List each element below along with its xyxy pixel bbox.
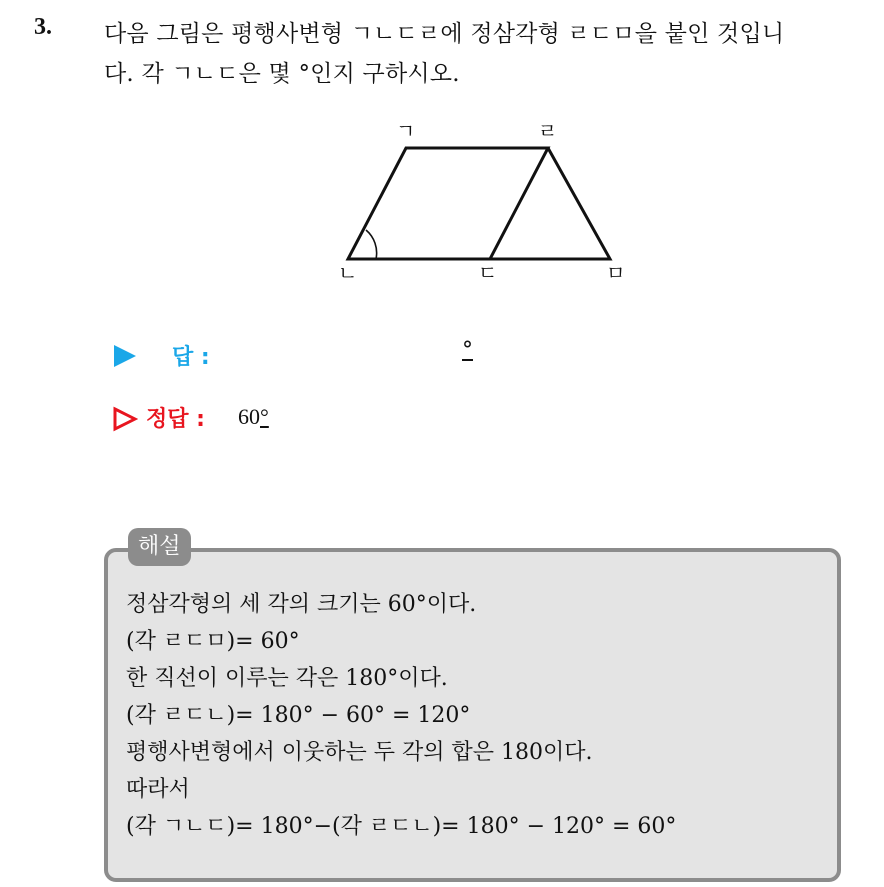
vertex-label-r: ㄹ — [538, 119, 558, 143]
solution-line: 한 직선이 이루는 각은 180°이다. — [126, 666, 448, 691]
question-text — [104, 14, 874, 94]
answer-label: 답 : — [172, 345, 210, 370]
answer-row — [112, 338, 532, 374]
solution-line: 따라서 — [126, 777, 190, 802]
solution-line: (각 ㄹㄷㄴ)= 180° − 60° = 120° — [126, 703, 471, 728]
parallelogram — [348, 148, 548, 259]
correct-answer-value — [238, 404, 269, 430]
solution-text — [126, 586, 676, 845]
solution-line: 정삼각형의 세 각의 크기는 60°이다. — [126, 592, 477, 617]
solution-line: (각 ㄱㄴㄷ)= 180°−(각 ㄹㄷㄴ)= 180° − 120° = 60° — [126, 814, 677, 839]
figure-shapes — [348, 148, 610, 259]
vertex-label-g: ㄱ — [396, 119, 416, 143]
answer-unit: ° — [462, 338, 473, 363]
play-triangle-icon — [112, 344, 138, 368]
question-line-1: 다음 그림은 평행사변형 ㄱㄴㄷㄹ에 정삼각형 ㄹㄷㅁ을 붙인 것입니 — [104, 21, 785, 47]
vertex-label-d: ㄷ — [478, 261, 498, 284]
question-line-2: 다. 각 ㄱㄴㄷ은 몇 °인지 구하시오. — [104, 61, 460, 87]
solution-line: (각 ㄹㄷㅁ)= 60° — [126, 629, 300, 654]
question-number: 3. — [34, 14, 52, 40]
parallelogram-figure — [320, 112, 640, 284]
vertex-label-n: ㄴ — [338, 261, 358, 284]
outline-triangle-icon — [112, 406, 138, 432]
correct-answer-label: 정답 : — [146, 407, 205, 432]
correct-value-unit: ° — [260, 404, 269, 429]
correct-answer-row — [112, 402, 512, 438]
correct-value-number: 60 — [238, 404, 260, 429]
vertex-label-m: ㅁ — [606, 261, 626, 284]
solution-line: 평행사변형에서 이웃하는 두 각의 합은 180이다. — [126, 740, 593, 765]
equilateral-triangle — [490, 148, 610, 259]
angle-arc — [366, 230, 377, 259]
solution-tag: 해설 — [128, 528, 191, 566]
